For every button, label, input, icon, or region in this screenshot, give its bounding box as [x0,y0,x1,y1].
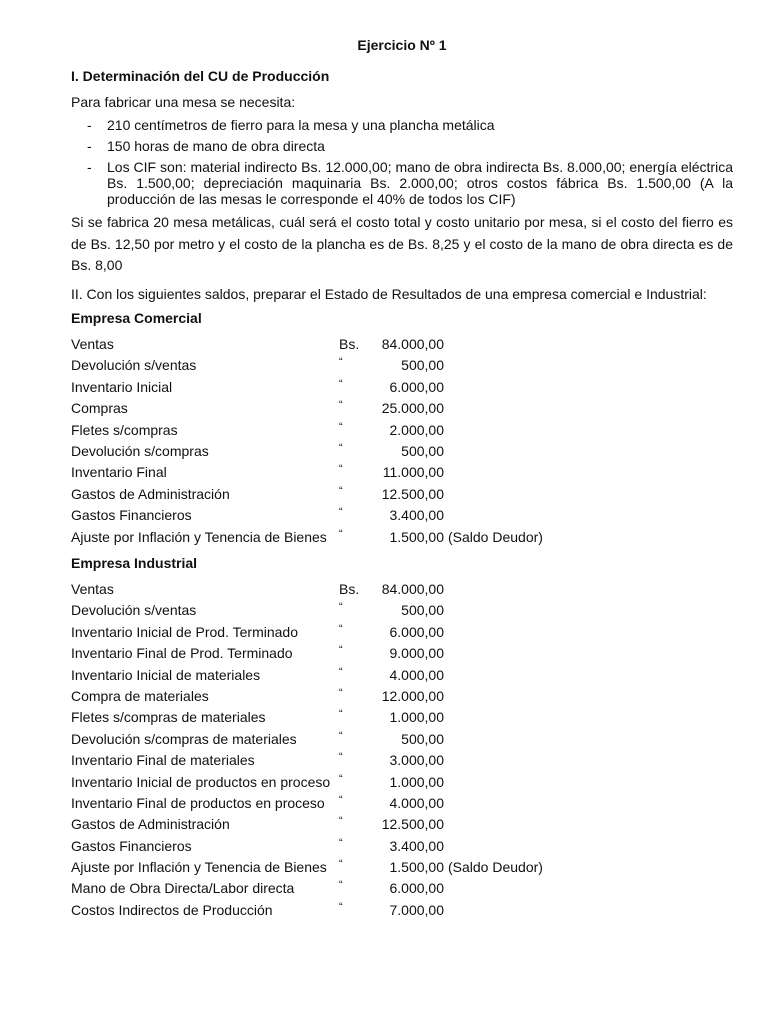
balance-row [71,857,733,878]
account-label: Ajuste por Inflación y Tenencia de Bienes [71,528,327,545]
amount-note: (Saldo Deudor) [448,859,543,876]
list-item [87,117,733,133]
account-label: Devolución s/ventas [71,357,197,374]
list-item [87,138,733,154]
account-label: Inventario Inicial de productos en proceso [71,773,331,790]
account-label: Fletes s/compras de materiales [71,709,266,726]
currency-mark: “ [339,644,343,657]
balance-row [71,707,733,728]
currency-mark: “ [339,601,343,614]
amount-note: (Saldo Deudor) [448,528,543,545]
balance-row [71,334,733,355]
balance-row [71,900,733,921]
balance-row [71,793,733,814]
amount-value: 9.000,00 [389,645,444,662]
balance-row [71,622,733,643]
balance-row [71,600,733,621]
requirements-list [87,117,733,212]
account-label: Costos Indirectos de Producción [71,901,273,918]
account-label: Inventario Final de Prod. Terminado [71,645,293,662]
balance-row [71,441,733,462]
amount-value: 500,00 [401,357,444,374]
currency-mark: “ [339,399,343,412]
dash-bullet: - [87,138,92,154]
currency-mark: “ [339,879,343,892]
currency-mark: “ [339,527,343,540]
list-item-text: Los CIF son: material indirecto Bs. 12.000,00; mano de obra indirecta Bs. 8.000,00; energía eléctrica Bs. 1.500,00; depreciación maquinaria Bs. 2.000,00; otros costos fábrica Bs. 1.500,00 (A la producción de las mesas le corresponde el 40% de todos los CIF) [107,159,733,207]
section-1-heading: I. Determinación del CU de Producción [71,68,330,84]
amount-value: 3.000,00 [389,752,444,769]
amount-value: 11.000,00 [382,464,444,481]
currency-mark: Bs. [339,336,360,352]
currency-mark: “ [339,441,343,454]
account-label: Gastos Financieros [71,507,192,524]
account-label: Devolución s/compras de materiales [71,730,297,747]
currency-mark: “ [339,484,343,497]
currency-mark: “ [339,900,343,913]
section-2-intro: II. Con los siguientes saldos, preparar el Estado de Resultados de una empresa comercial e Industrial: [71,286,707,302]
account-label: Inventario Final de materiales [71,752,255,769]
currency-mark: “ [339,751,343,764]
amount-value: 25.000,00 [381,400,444,417]
amount-value: 4.000,00 [389,666,444,683]
account-label: Compras [71,400,128,417]
currency-mark: “ [339,622,343,635]
comercial-balances [71,334,733,548]
balance-row [71,505,733,526]
currency-mark: “ [339,665,343,678]
list-item-text: 210 centímetros de fierro para la mesa y una plancha metálica [107,117,495,133]
account-label: Ajuste por Inflación y Tenencia de Bienes [71,859,327,876]
amount-value: 4.000,00 [389,794,444,811]
account-label: Ventas [71,336,114,352]
amount-value: 12.500,00 [381,485,444,502]
dash-bullet: - [87,117,92,133]
amount-value: 500,00 [401,730,444,747]
account-label: Devolución s/ventas [71,602,197,619]
account-label: Compra de materiales [71,687,209,704]
balance-row [71,377,733,398]
balance-row [71,729,733,750]
amount-value: 6.000,00 [389,623,444,640]
currency-mark: Bs. [339,581,360,597]
section-1-question: Si se fabrica 20 mesa metálicas, cuál será el costo total y costo unitario por mesa, si el costo del fierro es de Bs. 12,50 por metro y el costo de la plancha es de Bs. 8,25 y el costo de la mano de obra directa es de Bs. 8,00 [71,214,733,273]
account-label: Gastos de Administración [71,485,230,502]
amount-value: 12.000,00 [381,687,444,704]
account-label: Devolución s/compras [71,442,209,459]
amount-value: 12.500,00 [381,816,444,833]
amount-value: 1.500,00 [389,528,444,545]
section-1-intro: Para fabricar una mesa se necesita: [71,94,296,110]
currency-mark: “ [339,377,343,390]
balance-row [71,420,733,441]
amount-value: 6.000,00 [389,378,444,395]
currency-mark: “ [339,463,343,476]
balance-row [71,527,733,548]
amount-value: 3.400,00 [389,507,444,524]
currency-mark: “ [339,356,343,369]
currency-mark: “ [339,772,343,785]
amount-value: 1.000,00 [389,709,444,726]
account-label: Inventario Inicial de Prod. Terminado [71,623,298,640]
account-label: Fletes s/compras [71,421,178,438]
amount-value: 84.000,00 [381,581,444,597]
account-label: Ventas [71,581,114,597]
currency-mark: “ [339,708,343,721]
account-label: Inventario Final [71,464,167,481]
currency-mark: “ [339,815,343,828]
balance-row [71,398,733,419]
balance-row [71,814,733,835]
balance-row [71,355,733,376]
currency-mark: “ [339,420,343,433]
balance-row [71,836,733,857]
industrial-balances [71,579,733,921]
balance-row [71,643,733,664]
list-item-text: 150 horas de mano de obra directa [107,138,325,154]
account-label: Gastos Financieros [71,837,192,854]
amount-value: 84.000,00 [381,336,444,352]
dash-bullet: - [87,159,92,175]
balance-row [71,462,733,483]
industrial-heading: Empresa Industrial [71,555,198,571]
balance-row [71,686,733,707]
account-label: Inventario Inicial de materiales [71,666,261,683]
account-label: Inventario Final de productos en proceso [71,794,325,811]
currency-mark: “ [339,729,343,742]
amount-value: 3.400,00 [389,837,444,854]
balance-row [71,750,733,771]
amount-value: 7.000,00 [389,901,444,918]
balance-row [71,484,733,505]
list-item [87,159,733,207]
balance-row [71,878,733,899]
account-label: Inventario Inicial [71,378,173,395]
currency-mark: “ [339,506,343,519]
currency-mark: “ [339,836,343,849]
account-label: Gastos de Administración [71,816,230,833]
amount-value: 500,00 [401,442,444,459]
currency-mark: “ [339,858,343,871]
account-label: Mano de Obra Directa/Labor directa [71,880,295,897]
balance-row [71,579,733,600]
balance-row [71,772,733,793]
amount-value: 1.500,00 [389,859,444,876]
amount-value: 1.000,00 [389,773,444,790]
page-title: Ejercicio Nº 1 [357,37,447,53]
currency-mark: “ [339,686,343,699]
comercial-heading: Empresa Comercial [71,310,202,326]
currency-mark: “ [339,793,343,806]
amount-value: 500,00 [401,602,444,619]
amount-value: 2.000,00 [389,421,444,438]
balance-row [71,665,733,686]
amount-value: 6.000,00 [389,880,444,897]
